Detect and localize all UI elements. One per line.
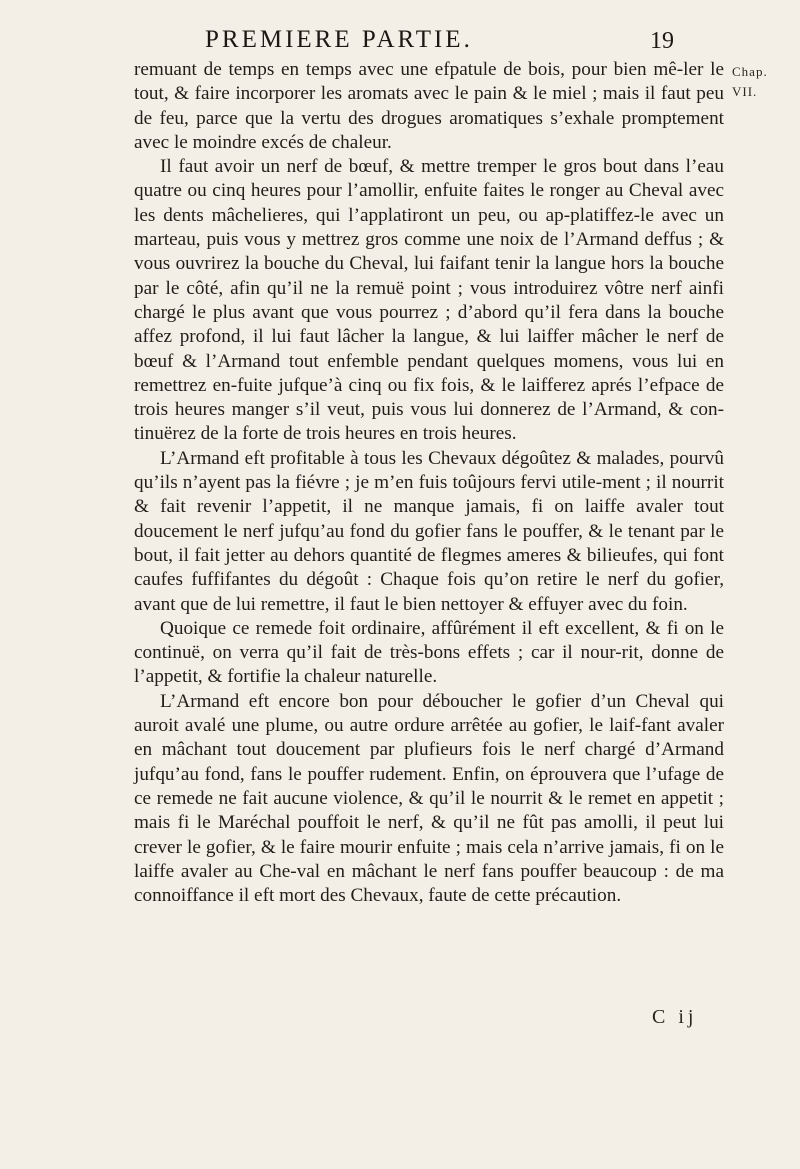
page-number: 19 [650,28,674,54]
chapter-margin-note [732,62,768,102]
paragraph-1: remuant de temps en temps avec une efpatule de bois, pour bien mê-ler le tout, & faire incorporer les aromats avec le pain & le miel ; mais il faut peu de feu, parce que la vertu des drogues aromatiques s’exhale promptement avec le moindre excés de chaleur. [134,59,724,153]
paragraph-5: L’Armand eft encore bon pour déboucher le gofier d’un Cheval qui auroit avalé une plume, ou autre ordure arrêtée au gofier, le laif-fant avaler en mâchant tout doucement par plufieurs fois le nerf chargé d’Armand jufqu’au fond, fans le pouffer rudement. Enfin, on éprouvera que l’ufage de ce remede ne fait aucune violence, & qu’il le nourrit & le remet en appetit ; mais fi le Maréchal pouffoit le nerf, & qu’il ne fût pas amolli, il peut lui crever le gofier, & le faire mourir enfuite ; mais cela n’arrive jamais, fi on le laiffe avaler au Che-val en mâchant le nerf fans pouffer beaucoup : de ma connoiffance il eft mort des Chevaux, faute de cette précaution. [134,690,724,907]
paragraph-4: Quoique ce remede foit ordinaire, affûrément il eft excellent, & fi on le continuë, on verra qu’il fait de très-bons effets ; car il nour-rit, donne de l’appetit, & fortifie la chaleur naturelle. [134,617,724,688]
margin-note-chapter: Chap. [732,64,768,79]
running-head: PREMIERE PARTIE. [205,26,473,53]
body-text [134,58,724,908]
paragraph-2: Il faut avoir un nerf de bœuf, & mettre tremper le gros bout dans l’eau quatre ou cinq heures pour l’amollir, enfuite faites le ronger au Cheval avec les dents mâchelieres, qui l’applatiront un peu, ou ap-platiffez-le avec un marteau, puis vous y mettrez gros comme une noix de l’Armand deffus ; & vous ouvrirez la bouche du Cheval, lui faifant tenir la langue hors la bouche par le côté, afin qu’il ne la remuë point ; vous introduirez vôtre nerf ainfi chargé le plus avant que vous pourrez ; d’abord qu’il fera dans la bouche affez profond, il lui faut lâcher la langue, & lui laiffer mâcher le nerf de bœuf & l’Armand tout enfemble pendant quelques momens, vous lui en remettrez en-fuite jufque’à cinq ou fix fois, & le laifferez aprés l’efpace de trois heures manger s’il veut, puis vous lui donnerez de l’Armand, & con-tinuërez de la forte de trois heures en trois heures. [134,156,724,445]
signature-mark: C ij [652,1006,698,1028]
paragraph-3: L’Armand eft profitable à tous les Chevaux dégoûtez & malades, pourvû qu’ils n’ayent pas la fiévre ; je m’en fuis toûjours fervi utile-ment ; il nourrit & fait revenir l’appetit, il ne manque jamais, fi on laiffe avaler tout doucement le nerf jufqu’au fond du gofier fans le pouffer, & le tenant par le bout, il fait jetter au dehors quantité de flegmes ameres & bilieufes, qui font caufes fuffifantes du dégoût : Chaque fois qu’on retire le nerf du gofier, avant que de lui remettre, il faut le bien nettoyer & effuyer avec du foin. [134,447,724,615]
margin-note-number: VII. [732,84,758,99]
